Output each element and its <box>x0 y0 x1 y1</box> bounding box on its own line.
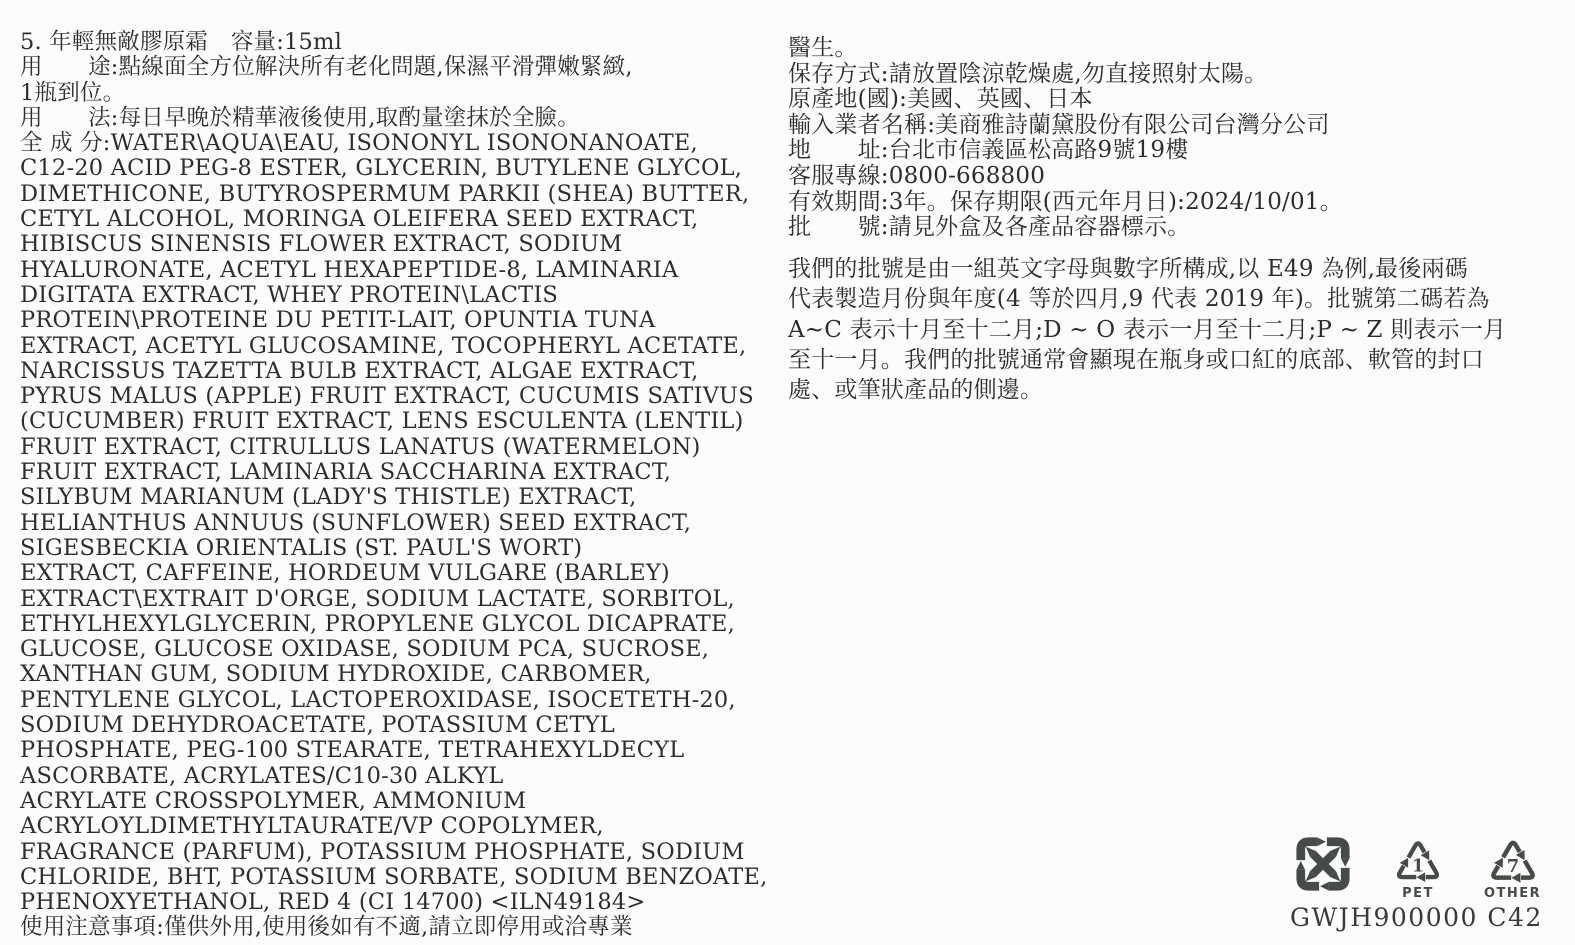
production-code: GWJH900000 C42 <box>1290 903 1543 932</box>
text-line: FRUIT EXTRACT, CITRULLUS LANATUS (WATERMELON) <box>20 433 701 460</box>
text-line: HYALURONATE, ACETYL HEXAPEPTIDE-8, LAMINARIA <box>20 256 679 283</box>
text-line: 用 法:每日早晚於精華液後使用,取酌量塗抹於全臉。 <box>20 104 580 131</box>
other-label: OTHER <box>1484 886 1542 901</box>
other-number: 7 <box>1506 855 1519 877</box>
text-line: SIGESBECKIA ORIENTALIS (ST. PAUL'S WORT) <box>20 534 583 561</box>
text-line: PHOSPHATE, PEG-100 STEARATE, TETRAHEXYLDECYL <box>20 737 685 764</box>
text-line: 醫生。 <box>788 35 858 61</box>
text-line: ACRYLATE CROSSPOLYMER, AMMONIUM <box>20 787 527 814</box>
text-line: 地 址:台北市信義區松高路9號19樓 <box>788 137 1189 164</box>
text-line: (CUCUMBER) FRUIT EXTRACT, LENS ESCULENTA (LENTIL) <box>20 408 744 435</box>
text-line: 至十一月。我們的批號通常會顯現在瓶身或口紅的底部、軟管的封口 <box>788 346 1484 373</box>
text-line: 客服專線:0800-668800 <box>788 162 1046 189</box>
text-line: EXTRACT, ACETYL GLUCOSAMINE, TOCOPHERYL ACETATE, <box>20 332 747 359</box>
text-line: EXTRACT\EXTRAIT D'ORGE, SODIUM LACTATE, SORBITOL, <box>20 585 735 612</box>
text-line: ETHYLHEXYLGLYCERIN, PROPYLENE GLYCOL DICAPRATE, <box>20 610 735 637</box>
text-line: ACRYLOYLDIMETHYLTAURATE/VP COPOLYMER, <box>20 813 604 840</box>
text-line: 我們的批號是由一組英文字母與數字所構成,以 E49 為例,最後兩碼 <box>788 255 1468 282</box>
text-line: EXTRACT, CAFFEINE, HORDEUM VULGARE (BARLEY) <box>20 560 670 587</box>
text-line: 原產地(國):美國、英國、日本 <box>788 86 1093 113</box>
recycling-marks <box>1294 835 1544 901</box>
text-line: HIBISCUS SINENSIS FLOWER EXTRACT, SODIUM <box>20 231 623 258</box>
left-text-column <box>20 30 770 941</box>
text-line: GLUCOSE, GLUCOSE OXIDASE, SODIUM PCA, SUCROSE, <box>20 636 710 663</box>
text-line: SILYBUM MARIANUM (LADY'S THISTLE) EXTRACT, <box>20 484 637 511</box>
text-line: A~C 表示十月至十二月;D ~ O 表示一月至十二月;P ~ Z 則表示一月 <box>788 316 1507 343</box>
text-line: 處、或筆狀產品的側邊。 <box>788 377 1044 404</box>
text-line: CETYL ALCOHOL, MORINGA OLEIFERA SEED EXTRACT, <box>20 206 699 233</box>
text-line: 保存方式:請放置陰涼乾燥處,勿直接照射太陽。 <box>788 60 1268 87</box>
text-line: CHLORIDE, BHT, POTASSIUM SORBATE, SODIUM BENZOATE, <box>20 863 768 890</box>
pet-label: PET <box>1402 886 1434 901</box>
product-info-lines <box>788 36 1558 241</box>
text-line: SODIUM DEHYDROACETATE, POTASSIUM CETYL <box>20 712 615 739</box>
right-text-column <box>788 36 1558 406</box>
text-line: PYRUS MALUS (APPLE) FRUIT EXTRACT, CUCUMIS SATIVUS <box>20 383 754 410</box>
text-line: 輸入業者名稱:美商雅詩蘭黛股份有限公司台灣分公司 <box>788 111 1330 138</box>
text-line: NARCISSUS TAZETTA BULB EXTRACT, ALGAE EXTRACT, <box>20 357 699 384</box>
taiwan-recycling-icon <box>1294 835 1352 893</box>
text-line: 全 成 分:WATER\AQUA\EAU, ISONONYL ISONONANOATE, <box>20 130 698 157</box>
text-line: FRUIT EXTRACT, LAMINARIA SACCHARINA EXTRACT, <box>20 459 672 486</box>
recycling-icon-row <box>1294 835 1544 901</box>
text-line: DIMETHICONE, BUTYROSPERMUM PARKII (SHEA) BUTTER, <box>20 180 750 207</box>
batch-code-explanation <box>788 254 1558 406</box>
text-line: DIGITATA EXTRACT, WHEY PROTEIN\LACTIS <box>20 281 559 308</box>
text-line: ASCORBATE, ACRYLATES/C10-30 ALKYL <box>20 762 504 789</box>
pet-1-recycling-icon <box>1392 835 1444 901</box>
text-line: PROTEIN\PROTEINE DU PETIT-LAIT, OPUNTIA TUNA <box>20 307 656 334</box>
text-line: FRAGRANCE (PARFUM), POTASSIUM PHOSPHATE, SODIUM <box>20 838 745 865</box>
text-line: 代表製造月份與年度(4 等於四月,9 代表 2019 年)。批號第二碼若為 <box>788 286 1490 313</box>
text-line: 用 途:點線面全方位解決所有老化問題,保濕平滑彈嫩緊緻, <box>20 54 633 81</box>
text-line: XANTHAN GUM, SODIUM HYDROXIDE, CARBOMER, <box>20 661 652 688</box>
text-line: 有效期間:3年。保存期限(西元年月日):2024/10/01。 <box>788 188 1343 215</box>
text-line: PENTYLENE GLYCOL, LACTOPEROXIDASE, ISOCETETH-20, <box>20 686 736 713</box>
text-line: PHENOXYETHANOL, RED 4 (CI 14700) <ILN49184> <box>20 889 646 916</box>
pet-number: 1 <box>1411 856 1425 877</box>
other-7-recycling-icon <box>1484 835 1541 901</box>
text-line: 使用注意事項:僅供外用,使用後如有不適,請立即停用或洽專業 <box>20 914 633 941</box>
text-line: 批 號:請見外盒及各產品容器標示。 <box>788 214 1191 241</box>
text-line: HELIANTHUS ANNUUS (SUNFLOWER) SEED EXTRACT, <box>20 509 692 536</box>
text-line: 1瓶到位。 <box>20 79 126 106</box>
text-line: 5. 年輕無敵膠原霜 容量:15ml <box>20 29 342 55</box>
text-line: C12-20 ACID PEG-8 ESTER, GLYCERIN, BUTYLENE GLYCOL, <box>20 155 743 182</box>
